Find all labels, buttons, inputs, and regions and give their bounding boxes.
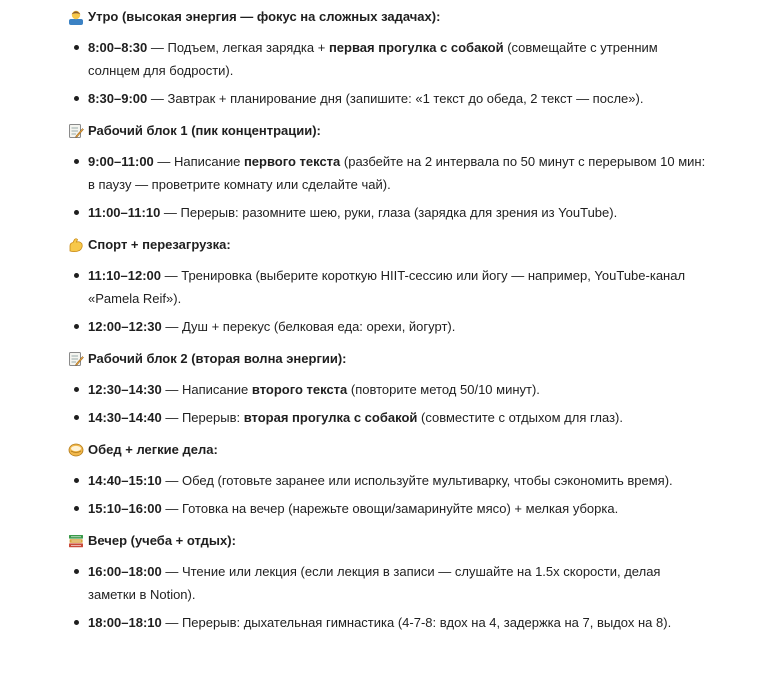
time-range: 18:00–18:10: [88, 615, 162, 630]
schedule-content: [68, 8, 708, 646]
item-text: — Завтрак + планирование дня (запишите: «1 текст до обеда, 2 текст — после»).: [147, 91, 644, 106]
time-range: 15:10–16:00: [88, 501, 162, 516]
list-item: [68, 497, 708, 520]
section-heading-text: Утро (высокая энергия — фокус на сложных задачах):: [88, 9, 441, 24]
item-bold-text: первого текста: [243, 154, 341, 169]
section-list-morning: [68, 36, 708, 110]
item-text: — Перерыв:: [161, 410, 244, 425]
flexed-biceps-icon: [68, 237, 84, 253]
item-text: — Подъем, легкая зарядка +: [147, 40, 329, 55]
section-list-evening: [68, 560, 708, 634]
list-item: [68, 560, 708, 606]
section-heading-text: Рабочий блок 2 (вторая волна энергии):: [88, 351, 347, 366]
item-text: — Написание: [153, 154, 244, 169]
item-text: — Готовка на вечер (нарежьте овощи/замаринуйте мясо) + мелкая уборка.: [161, 501, 619, 516]
time-range: 14:30–14:40: [88, 410, 162, 425]
item-text: — Перерыв: дыхательная гимнастика (4-7-8: вдох на 4, задержка на 7, выдох на 8).: [161, 615, 672, 630]
item-text: (совмещайте с утренним солнцем для бодрости).: [88, 40, 658, 78]
section-heading-work-block-2: [68, 350, 708, 368]
time-range: 14:40–15:10: [88, 473, 162, 488]
time-range: 9:00–11:00: [88, 154, 154, 169]
section-list-lunch: [68, 469, 708, 520]
item-text: (разбейте на 2 интервала по 50 минут с перерывом 10 мин: в паузу — проветрите комнату или сделайте чай).: [88, 154, 706, 192]
time-range: 12:00–12:30: [88, 319, 162, 334]
item-text: (повторите метод 50/10 минут).: [347, 382, 540, 397]
list-item: [68, 378, 708, 401]
section-heading-text: Рабочий блок 1 (пик концентрации):: [88, 123, 321, 138]
item-text: — Написание: [161, 382, 252, 397]
time-range: 11:10–12:00: [88, 268, 162, 283]
section-list-sport: [68, 264, 708, 338]
section-heading-text: Спорт + перезагрузка:: [88, 237, 231, 252]
list-item: [68, 611, 708, 634]
item-text: — Чтение или лекция (если лекция в записи — слушайте на 1.5x скорости, делая заметки в Notion).: [88, 564, 661, 602]
time-range: 12:30–14:30: [88, 382, 162, 397]
section-heading-text: Обед + легкие дела:: [88, 442, 218, 457]
item-text: (совместите с отдыхом для глаз).: [417, 410, 623, 425]
section-list-work-block-1: [68, 150, 708, 224]
item-text: — Перерыв: разомните шею, руки, глаза (зарядка для зрения из YouTube).: [160, 205, 618, 220]
list-item: [68, 150, 708, 196]
section-heading-sport: [68, 236, 708, 254]
section-heading-lunch: [68, 441, 708, 459]
item-bold-text: второго текста: [251, 382, 348, 397]
time-range: 8:30–9:00: [88, 91, 148, 106]
section-heading-work-block-1: [68, 122, 708, 140]
item-text: — Душ + перекус (белковая еда: орехи, йогурт).: [161, 319, 456, 334]
list-item: [68, 406, 708, 429]
list-item: [68, 264, 708, 310]
section-heading-evening: [68, 532, 708, 550]
list-item: [68, 315, 708, 338]
memo-icon: [68, 351, 84, 367]
time-range: 16:00–18:00: [88, 564, 162, 579]
item-bold-text: вторая прогулка с собакой: [243, 410, 418, 425]
memo-icon: [68, 123, 84, 139]
list-item: [68, 36, 708, 82]
item-bold-text: первая прогулка с собакой: [328, 40, 504, 55]
section-list-work-block-2: [68, 378, 708, 429]
time-range: 8:00–8:30: [88, 40, 148, 55]
person-icon: [68, 9, 84, 25]
list-item: [68, 201, 708, 224]
section-heading-morning: [68, 8, 708, 26]
item-text: — Тренировка (выберите короткую HIIT-сессию или йогу — например, YouTube-канал «Pamela Reif»).: [88, 268, 686, 306]
time-range: 11:00–11:10: [88, 205, 161, 220]
item-text: — Обед (готовьте заранее или используйте мультиварку, чтобы сэкономить время).: [161, 473, 673, 488]
books-icon: [68, 533, 84, 549]
list-item: [68, 469, 708, 492]
section-heading-text: Вечер (учеба + отдых):: [88, 533, 236, 548]
list-item: [68, 87, 708, 110]
meal-bowl-icon: [68, 442, 84, 458]
